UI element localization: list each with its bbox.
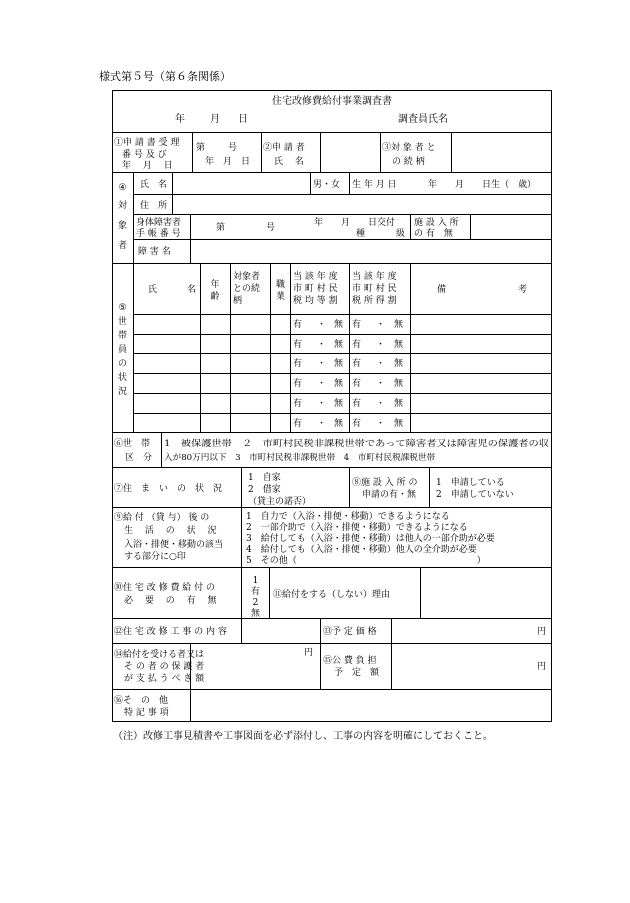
- sex-options: 男・女: [313, 180, 341, 190]
- household-row-4-dot-mark: ・: [376, 379, 386, 389]
- target-side-1: ④: [118, 183, 127, 193]
- relation-label-2: の 続 柄: [392, 157, 425, 167]
- col-job-1: 職: [275, 280, 286, 290]
- app-no-label-2: 番 号 及 び: [122, 150, 167, 160]
- hh-side-3: 帯: [117, 331, 128, 341]
- household-row-1-yes-mark: 有: [352, 320, 362, 330]
- address-label: 住 所: [140, 201, 168, 211]
- necessity-label-2: 必 要 の 有 無: [124, 596, 217, 606]
- household-row-4-yes-mark: 有: [293, 379, 303, 389]
- col-tax1-1: 当 該 年 度: [293, 272, 338, 282]
- after-label-4: する部分に○印: [124, 552, 186, 562]
- col-age-2: 齢: [210, 292, 220, 302]
- app-no-date: 年 月 日: [205, 157, 251, 167]
- household-row-2-yes-mark: 有: [352, 340, 362, 350]
- household-row-2-dot-mark: ・: [317, 340, 327, 350]
- household-row-5-dot-mark: ・: [376, 399, 386, 409]
- after-item-5: 5 その他（ ）: [246, 556, 486, 566]
- household-row-6-dot-mark: ・: [317, 419, 327, 429]
- necessity-opt-4: 無: [250, 609, 261, 619]
- facility-label-1: 施 設 入 所: [414, 218, 459, 228]
- app-no-label-3: 年 月 日: [122, 161, 173, 171]
- col-tax1-3: 税 均 等 割: [293, 296, 338, 306]
- col-rel-2: との続: [233, 284, 261, 294]
- public-yen: 円: [537, 662, 547, 672]
- facility-label-2: の 有 無: [414, 229, 453, 239]
- col-job-2: 業: [275, 292, 286, 302]
- household-row-5-yes-mark: 有: [293, 399, 303, 409]
- household-row-2-yes-mark: 有: [293, 340, 303, 350]
- household-row-1-dot-mark: ・: [376, 320, 386, 330]
- birth-label: 生 年 月 日: [352, 180, 397, 190]
- burden-label-2: そ の 者 の 保 護 者: [124, 662, 205, 672]
- necessity-opt-1: 1: [252, 576, 259, 586]
- household-row-1-yes-mark: 有: [293, 320, 303, 330]
- relation-label-1: ③対 象 者 と: [382, 143, 436, 153]
- necessity-label-1: ⑩住 宅 改 修 費 給 付 の: [114, 583, 216, 593]
- name-label: 氏 名: [140, 180, 168, 190]
- public-label-2: 予 定 額: [334, 668, 380, 678]
- after-label-2: 生 活 の 状 況: [124, 526, 217, 536]
- household-row-5-yes-mark: 有: [352, 399, 362, 409]
- applicant-label-2: 氏 名: [274, 157, 304, 167]
- target-side-2: 対: [117, 201, 128, 211]
- household-row-4-dot-mark: ・: [317, 379, 327, 389]
- burden-yen: 円: [304, 648, 314, 658]
- hh-side-2: 世: [117, 317, 128, 327]
- handbook-label-2: 手 帳 番 号: [136, 229, 181, 239]
- disability-label: 障 害 名: [138, 247, 171, 257]
- date-day: 日: [238, 114, 248, 125]
- hh-side-5: の: [117, 359, 128, 369]
- after-label-1: ⑨給 付 （貸 与） 後 の: [114, 513, 210, 523]
- housing-label: ⑦住 ま い の 状 況: [114, 484, 223, 494]
- household-row-5-no-mark: 無: [334, 399, 344, 409]
- household-row-6-yes-mark: 有: [352, 419, 362, 429]
- target-side-4: 者: [117, 241, 128, 251]
- after-item-3: 3 給付しても（入浴・排便・移動）は他人の一部介助が必要: [246, 534, 495, 544]
- col-tax2-1: 当 該 年 度: [352, 272, 397, 282]
- household-row-3-no-mark: 無: [394, 359, 404, 369]
- handbook-class-l: 種: [356, 229, 366, 239]
- price-label: ⑬予 定 価 格: [323, 627, 377, 637]
- reason-label: ⑪給付をする（しない）理由: [273, 590, 391, 600]
- household-row-2-no-mark: 無: [394, 340, 404, 350]
- housing-opt-1: 1 自家: [248, 473, 281, 483]
- surveyor-label: 調査員氏名: [398, 114, 448, 125]
- other-label-1: ⑯そ の 他: [114, 696, 169, 706]
- facility-app-label-1: ⑧施 設 入 所 の: [352, 478, 418, 488]
- necessity-opt-2: 有: [250, 587, 261, 597]
- household-row-6-dot-mark: ・: [376, 419, 386, 429]
- housing-opt-3: （貸主の諾否）: [248, 497, 312, 507]
- handbook-label-1: 身体障害者: [136, 218, 182, 228]
- form-title: 住宅改修費給付事業調査書: [272, 96, 392, 107]
- other-label-2: 特 記 事 項: [124, 708, 169, 718]
- price-yen: 円: [537, 627, 547, 637]
- necessity-opt-3: 2: [252, 598, 259, 608]
- hh-side-4: 員: [117, 345, 128, 355]
- col-name-l: 氏: [148, 285, 158, 295]
- form-number-caption: 様式第５号（第６条関係）: [99, 70, 231, 83]
- household-row-4-no-mark: 無: [334, 379, 344, 389]
- hh-side-6: 状: [117, 373, 128, 383]
- date-month: 月: [210, 114, 220, 125]
- birth-value: 年 月 日生（ 歳）: [428, 180, 537, 190]
- household-row-4-yes-mark: 有: [352, 379, 362, 389]
- household-row-1-no-mark: 無: [334, 320, 344, 330]
- handbook-class-r: 級: [396, 229, 406, 239]
- household-row-2-dot-mark: ・: [376, 340, 386, 350]
- household-row-3-dot-mark: ・: [317, 359, 327, 369]
- app-no-go: 号: [228, 143, 238, 153]
- app-no-dai: 第: [196, 143, 206, 153]
- col-tax2-3: 税 所 得 割: [352, 296, 397, 306]
- col-name-r: 名: [187, 285, 197, 295]
- after-item-1: 1 自力で（入浴・排便・移動）できるようになる: [246, 512, 450, 522]
- hh-side-7: 況: [117, 387, 128, 397]
- household-row-6-no-mark: 無: [334, 419, 344, 429]
- category-label-2: 区 分: [125, 453, 153, 463]
- handbook-dai: 第: [216, 223, 226, 233]
- after-item-2: 2 一部介助で（入浴・排便・移動）できるようになる: [246, 523, 468, 533]
- category-line-2: 入が80万円以下 3 市町村民税非課税世帯 4 市町村民税課税世帯: [164, 453, 436, 463]
- footer-note: （注）改修工事見積書や工事図面を必ず添付し、工事の内容を明確にしておくこと。: [113, 731, 493, 742]
- target-side-3: 象: [117, 221, 128, 231]
- burden-label-1: ⑭給付を受ける者又は: [114, 650, 205, 660]
- hh-side-1: ⑤: [118, 303, 127, 313]
- applicant-label-1: ②申 請 者: [263, 143, 305, 153]
- burden-label-3: が 支 払 う べ き 額: [124, 674, 205, 684]
- col-rel-3: 柄: [233, 296, 243, 306]
- public-label-1: ⑮公 費 負 担: [323, 656, 377, 666]
- household-row-6-yes-mark: 有: [293, 419, 303, 429]
- household-row-3-yes-mark: 有: [293, 359, 303, 369]
- col-rel-1: 対象者: [233, 272, 261, 282]
- col-tax1-2: 市 町 村 民: [293, 284, 338, 294]
- facility-app-opt-1: 1 申請している: [436, 478, 505, 488]
- household-row-4-no-mark: 無: [394, 379, 404, 389]
- after-label-3: 入浴・排便・移動の該当: [124, 540, 224, 550]
- facility-app-opt-2: 2 申請していない: [436, 490, 514, 500]
- handbook-go: 号: [266, 223, 276, 233]
- category-label-1: ⑥世 帯: [114, 439, 151, 449]
- col-note-l: 備: [437, 285, 447, 295]
- category-line-1: 1 被保護世帯 ２ 市町村民税非課税世帯であって障害者又は障害児の保護者の収: [164, 439, 488, 449]
- household-row-5-no-mark: 無: [394, 399, 404, 409]
- household-row-3-yes-mark: 有: [352, 359, 362, 369]
- col-note-r: 考: [518, 285, 528, 295]
- household-row-3-dot-mark: ・: [376, 359, 386, 369]
- work-label: ⑫住 宅 改 修 工 事 の 内 容: [114, 627, 227, 637]
- app-no-label-1: ①申 請 書 受 理: [114, 138, 180, 148]
- handbook-date: 年 月 日交付: [314, 218, 396, 228]
- housing-opt-2: 2 借家: [248, 485, 281, 495]
- col-tax2-2: 市 町 村 民: [352, 284, 397, 294]
- household-row-2-no-mark: 無: [334, 340, 344, 350]
- household-row-5-dot-mark: ・: [317, 399, 327, 409]
- household-row-1-no-mark: 無: [394, 320, 404, 330]
- household-row-3-no-mark: 無: [334, 359, 344, 369]
- household-row-6-no-mark: 無: [394, 419, 404, 429]
- facility-app-label-2: 申請の有・無: [362, 490, 417, 500]
- household-row-1-dot-mark: ・: [317, 320, 327, 330]
- after-item-4: 4 給付しても（入浴・排便・移動）他人の全介助が必要: [246, 545, 477, 555]
- col-age-1: 年: [210, 280, 220, 290]
- date-year: 年: [175, 114, 185, 125]
